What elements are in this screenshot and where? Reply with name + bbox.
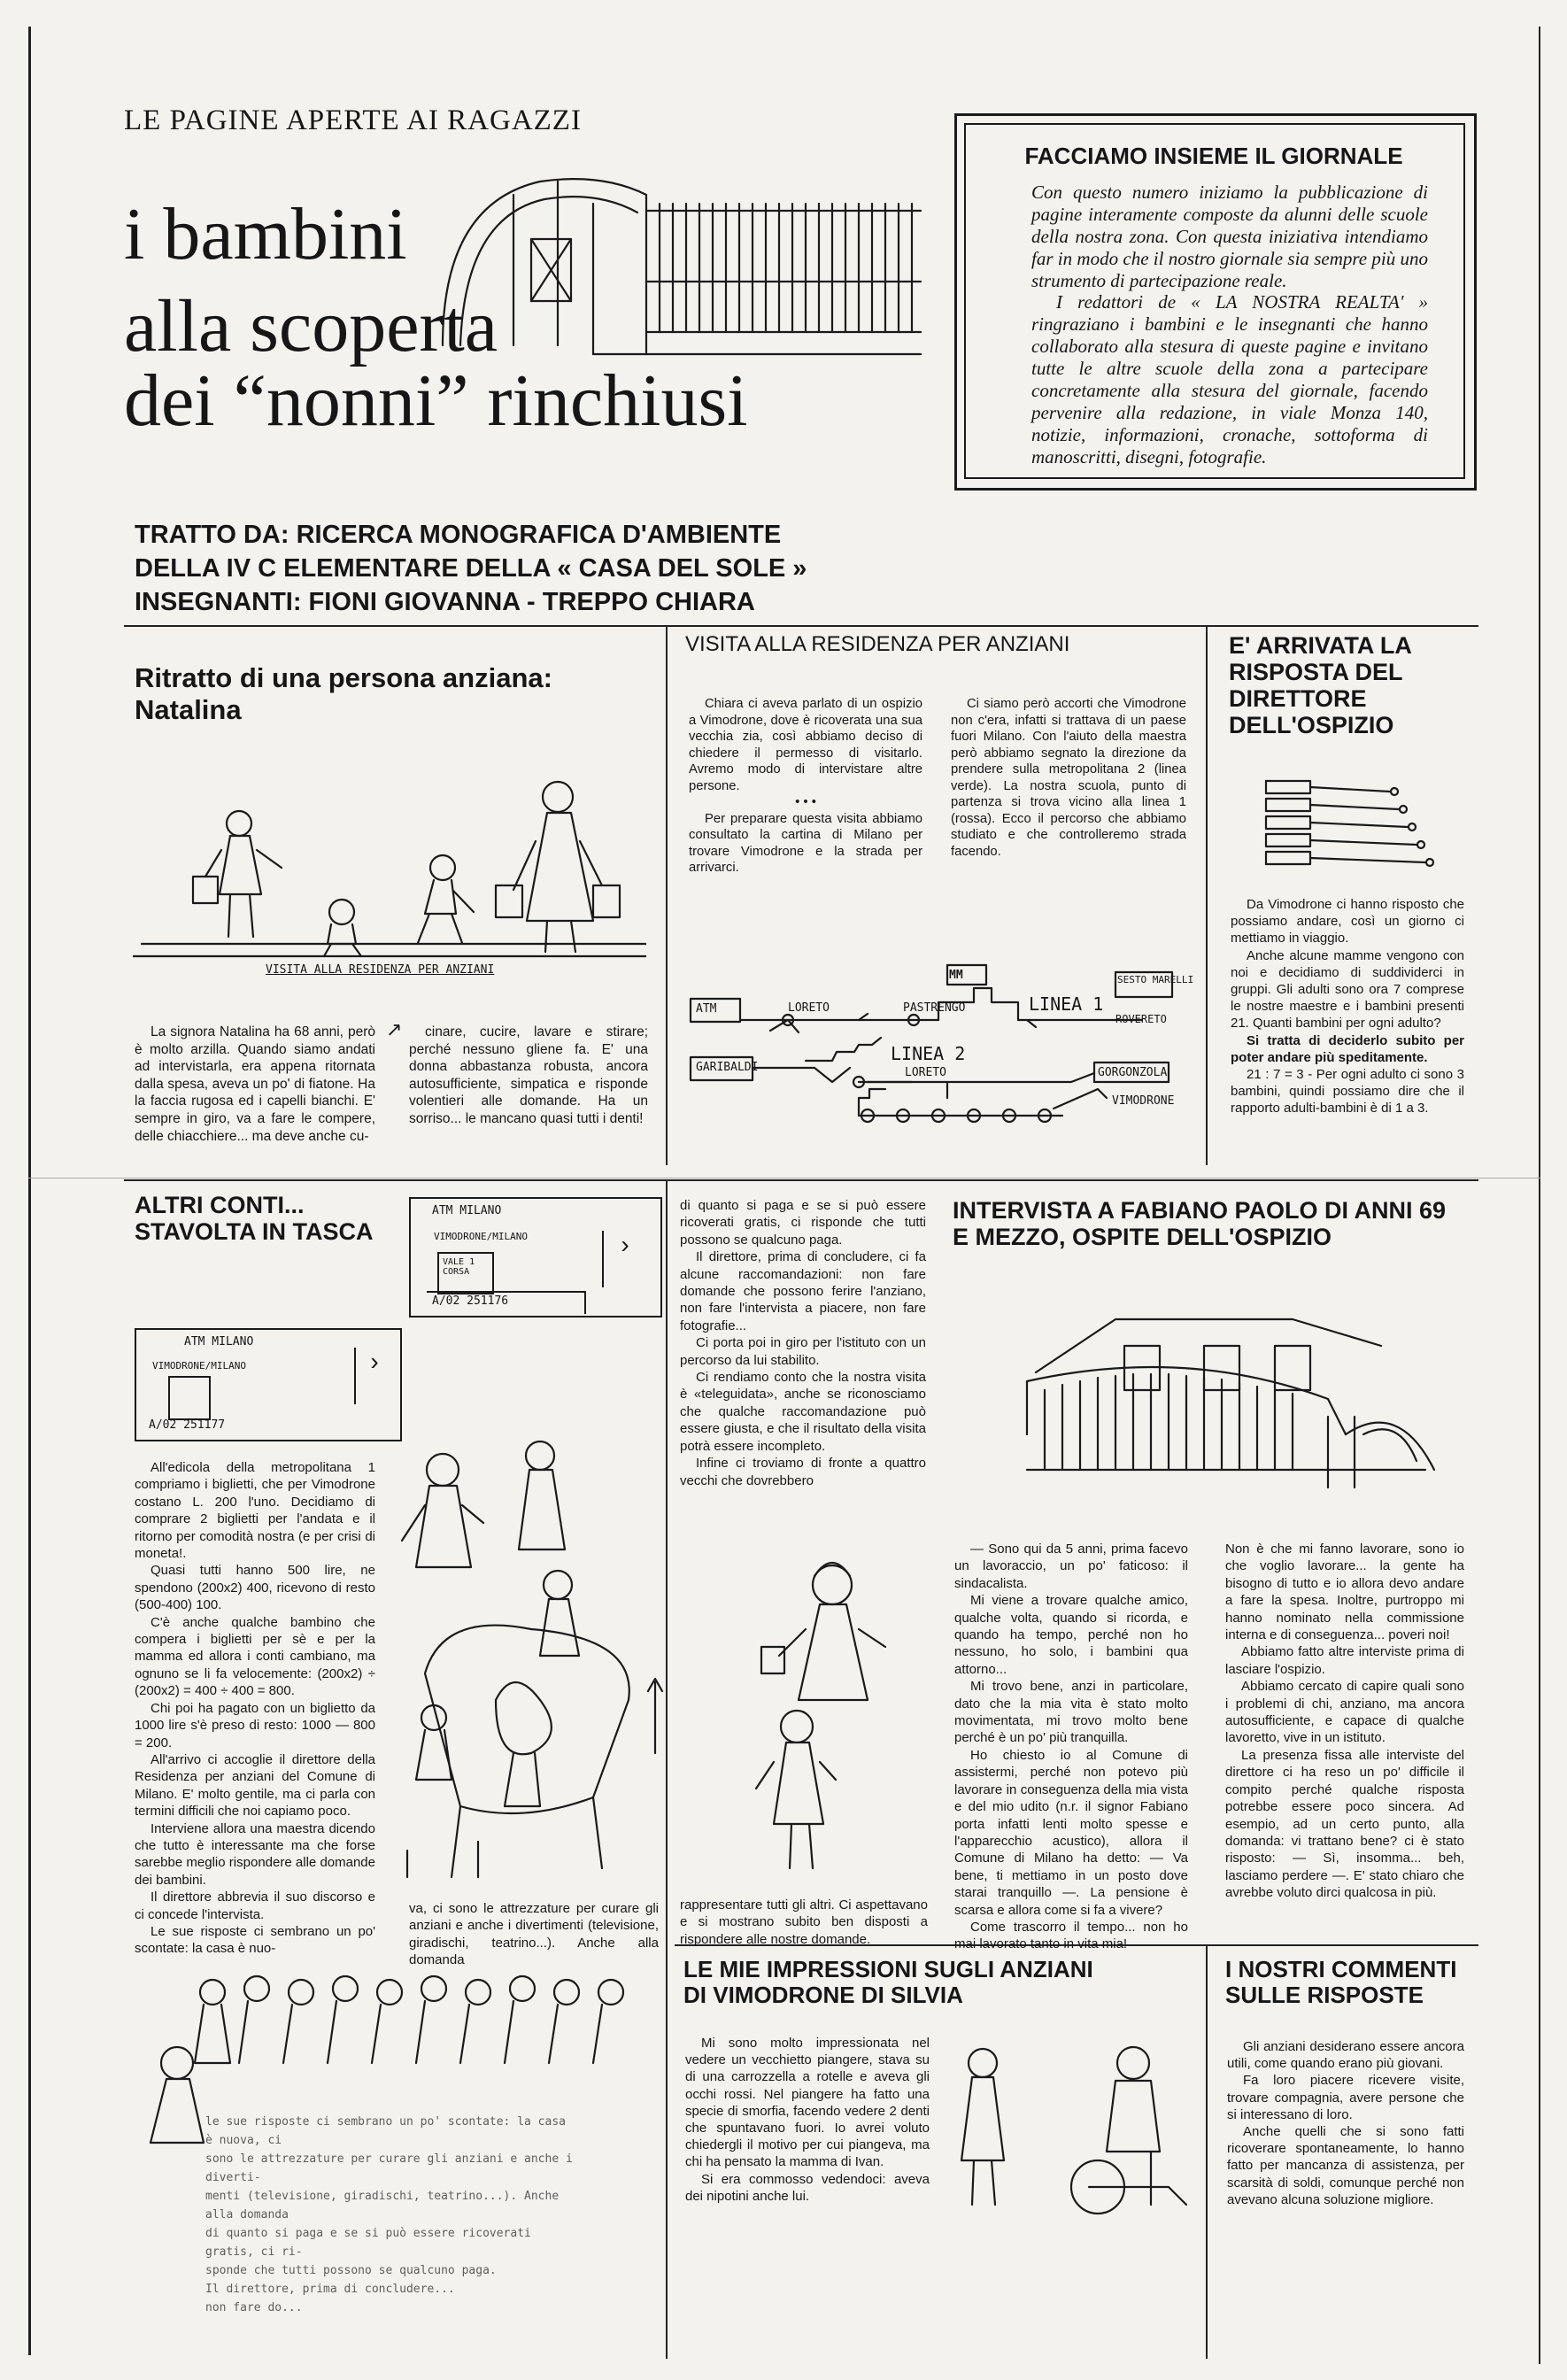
ghost-line-5: sponde che tutti possono se qualcuno paga. bbox=[205, 2264, 497, 2277]
editorial-box bbox=[954, 113, 1477, 491]
conti-p4: Chi poi ha pagato con un biglietto da 1000 lire s'è preso di resto: 1000 — 800 = 200. bbox=[135, 1700, 375, 1750]
conti-col-3-bottom bbox=[680, 1897, 928, 1948]
page-left-edge bbox=[28, 27, 31, 2355]
conti-heading: ALTRI CONTI... STAVOLTA IN TASCA bbox=[135, 1192, 374, 1245]
fabiano-p1: — Sono qui da 5 anni, prima facevo un lavoraccio, un po' faticoso: il sindacalista. bbox=[954, 1542, 1188, 1591]
ticket-drawing-2 bbox=[135, 1328, 402, 1441]
visita-text-2: Ci siamo però accorti che Vimodrone non c'era, infatti si trattava di un paese fuori Milano. Con l'aiuto della maestra però abbiamo segnato la direzione da prendere sulla metropolitana 2 (linea verde). La nostra scuola, punto di partenza si trova vicino alla linea 1 (rossa). Ecco il percorso che abbiamo studiato e che controlleremo strada facendo. bbox=[951, 697, 1186, 859]
credit-line-1: TRATTO DA: RICERCA MONOGRAFICA D'AMBIENTE bbox=[135, 521, 782, 549]
conti-col-2 bbox=[409, 1900, 659, 1969]
conti-p8: Le sue risposte ci sembrano un po' scontate: la casa è nuo- bbox=[135, 1923, 375, 1957]
section-kicker: LE PAGINE APERTE AI RAGAZZI bbox=[124, 104, 582, 136]
arrow-icon: ↗ bbox=[386, 1018, 403, 1040]
ghost-line-4: di quanto si paga e se si può essere ricoverati gratis, ci ri- bbox=[205, 2227, 531, 2259]
fabiano-p2: Mi viene a trovare qualche amico, qualche volta, quando si ricorda, e quando ha tempo, perché non ho nessuno, ho solo, i bambini qua attorno... bbox=[954, 1593, 1188, 1677]
risposta-text bbox=[1231, 896, 1464, 1117]
risposta-heading: E' ARRIVATA LA RISPOSTA DEL DIRETTORE DELL'OSPIZIO bbox=[1229, 632, 1411, 738]
commenti-heading: I NOSTRI COMMENTI SULLE RISPOSTE bbox=[1225, 1956, 1457, 2008]
map-label-pastrengo: PASTRENGO bbox=[903, 1001, 966, 1015]
fabiano-col2-p3: Abbiamo cercato di capire quali sono i problemi di chi, anziano, ma ancora autosufficiente, e capace di qualche lavoretto, vive in un istituto. bbox=[1225, 1679, 1464, 1746]
map-label-gorgonzola: GORGONZOLA bbox=[1098, 1066, 1168, 1079]
visita-col-2 bbox=[951, 696, 1186, 860]
impressioni-p1: Mi sono molto impressionata nel vedere un vecchietto piangere, stava su di una carrozzella a rotelle e aveva gli occhi rossi. Nel piangere ha fatto una specie di smorfia, facendo vedere 2 denti che spuntavano fuori. Io avrei voluto chiedergli il motivo per cui piangeva, ma chi ha pensato la mamma di Ivan. bbox=[685, 2036, 930, 2170]
map-label-linea-1: LINEA 1 bbox=[1029, 993, 1104, 1015]
impressioni-text bbox=[685, 2035, 930, 2205]
map-label-atm: ATM bbox=[696, 1002, 717, 1016]
gate-drawing bbox=[390, 133, 938, 372]
fabiano-p4: Ho chiesto io al Comune di assistermi, perché non potevo più lavorare in conseguenza della mia vista e del mio udito (n.r. il signor Fabiano porta infatti lenti molto spesse e l'apparecchio acustico), allora il Comune di Milano ha detto: — Va bene, ti mettiamo in un posto dove starai tranquillo —. La pensione è scarsa e allora come si fa a vivere? bbox=[954, 1747, 1188, 1918]
map-label-mm: MM bbox=[949, 969, 963, 982]
ghost-line-6: Il direttore, prima di concludere... bbox=[205, 2283, 455, 2296]
risposta-p3: Si tratta di deciderlo subito per poter andare più speditamente. bbox=[1231, 1032, 1464, 1065]
fabiano-col2-p4: La presenza fissa alle interviste del direttore ci ha reso un po' difficile il compito perché qualche risposta potrebbe essere poco sincera. Ad esempio, ad un certo punto, alla domanda: vi trattano bene? ci è stato risposto: — Sì, insomma... beh, lasciamo perdere —. E' stato chiaro che avrebbe voluto dirci qualcosa in più. bbox=[1225, 1747, 1464, 1901]
map-label-vimodrone: VIMODRONE bbox=[1112, 1094, 1175, 1108]
column-rule bbox=[1206, 625, 1208, 1165]
commenti-text bbox=[1227, 2038, 1464, 2208]
column-rule bbox=[666, 625, 668, 1165]
natalina-heading: Ritratto di una persona anziana: Natalina bbox=[135, 662, 552, 725]
ghost-line-1: le sue risposte ci sembrano un po' scontate: la casa è nuova, ci bbox=[205, 2115, 566, 2147]
risposta-p1: Da Vimodrone ci hanno risposto che possiamo andare, così un giorno ci mettiamo in viaggio. bbox=[1231, 897, 1464, 947]
ospizio-building-drawing bbox=[1009, 1293, 1452, 1505]
credit-line-3: INSEGNANTI: FIONI GIOVANNA - TREPPO CHIARA bbox=[135, 588, 755, 616]
section-rule-top bbox=[124, 625, 1478, 627]
conti-col-2-text: va, ci sono le attrezzature per curare gli anziani e anche i divertimenti (televisione, giradischi, teatrino...). Anche alla domanda bbox=[409, 1901, 659, 1968]
fabiano-heading: INTERVISTA A FABIANO PAOLO DI ANNI 69 E MEZZO, OSPITE DELL'OSPIZIO bbox=[953, 1197, 1447, 1250]
fabiano-col-2 bbox=[1225, 1541, 1464, 1902]
risposta-p2: Anche alcune mamme vengono con noi e decidiamo di suddividerci in gruppi. Gli adulti sono ora 7 comprese le nostre maestre e i bambini presenti 21. Quanti bambini per ogni adulto? bbox=[1231, 947, 1464, 1032]
ticket-1-value-box bbox=[437, 1252, 494, 1294]
natalina-col-1 bbox=[135, 1024, 375, 1145]
visita-text-1a: Chiara ci aveva parlato di un ospizio a Vimodrone, dove è ricoverata una sua vecchia zia, così abbiamo deciso di chiedere il permesso di visitarlo. Avremo modo di intervistare altre persone. bbox=[689, 697, 922, 793]
fabiano-col-1 bbox=[954, 1541, 1188, 1953]
map-label-rovereto: ROVERETO bbox=[1115, 1013, 1167, 1025]
conti-col-3 bbox=[680, 1197, 926, 1489]
wheelchair-drawing bbox=[938, 2028, 1204, 2231]
conti-p7: Il direttore abbrevia il suo discorso e ci concede l'intervista. bbox=[135, 1889, 375, 1922]
ticket-2-route: VIMODRONE/MILANO bbox=[152, 1360, 246, 1372]
ghost-line-3: menti (televisione, giradischi, teatrino...). Anche alla domanda bbox=[205, 2190, 560, 2222]
conti-p1: All'edicola della metropolitana 1 compriamo i biglietti, che per Vimodrone costano L. 200 l'uno. Decidiamo di comprare 2 biglietti per l'andata e il ritorno per comodità nostra (e per crisi di moneta!. bbox=[135, 1460, 375, 1562]
ticket-1-number: A/02 251176 bbox=[432, 1294, 509, 1308]
conti-p6: Interviene allora una maestra dicendo che tutto è interessante ma che forse sarebbe meglio rispondere alle domande dei bambini. bbox=[135, 1820, 375, 1888]
visita-heading: VISITA ALLA RESIDENZA PER ANZIANI bbox=[685, 632, 1070, 656]
conti-p5: All'arrivo ci accoglie il direttore della Residenza per anziani del Comune di Milano. E' molto gentile, ma ci parla con termini difficili che noi capiamo poco. bbox=[135, 1751, 375, 1820]
commenti-p2: Fa loro piacere ricevere visite, trovare compagnia, avere persone che si interessano di loro. bbox=[1227, 2073, 1464, 2122]
risposta-p4: 21 : 7 = 3 - Per ogni adulto ci sono 3 bambini, quindi possiamo dire che il rapporto adulti-bambini è di 1 a 3. bbox=[1231, 1067, 1464, 1117]
ticket-1-route: VIMODRONE/MILANO bbox=[434, 1231, 528, 1242]
ticket-2-number: A/02 251177 bbox=[149, 1418, 226, 1432]
ticket-drawing-1 bbox=[409, 1197, 662, 1318]
conti-col-3-bottom-text: rappresentare tutti gli altri. Ci aspettavano e si mostrano subito ben disposti a rispondere alle nostre domande. bbox=[680, 1897, 928, 1947]
fabiano-col2-p2: Abbiamo fatto altre interviste prima di lasciare l'ospizio. bbox=[1225, 1644, 1464, 1677]
conti-col3-p2: Il direttore, prima di concludere, ci fa alcune raccomandazioni: non fare domande che possono ferire l'anziano, non fare l'intervista a piacere, non fare fotografie... bbox=[680, 1249, 926, 1333]
conti-col3-p3: Ci porta poi in giro per l'istituto con un percorso da lui stabilito. bbox=[680, 1335, 926, 1368]
elders-drawing bbox=[744, 1549, 938, 1886]
commenti-p1: Gli anziani desiderano essere ancora utili, come quando erano più giovani. bbox=[1227, 2039, 1464, 2072]
natalina-text-2: cinare, cucire, lavare e stirare; perché nessuno gliene fa. E' una donna abbastanza robusta, ancora autosufficiente, simpatica e risponde volentieri alle domande. Ha un sorriso... le mancano quasi tutti i denti! bbox=[409, 1024, 648, 1126]
chevron-right-icon: › bbox=[354, 1348, 393, 1404]
map-label-loreto-2: LORETO bbox=[905, 1066, 946, 1079]
conti-col3-p5: Infine ci troviamo di fronte a quattro vecchi che dovrebbero bbox=[680, 1456, 926, 1488]
ghost-line-2: sono le attrezzature per curare gli anziani e anche i diverti- bbox=[205, 2152, 573, 2184]
visita-dots: • • • bbox=[795, 795, 816, 809]
ticket-1-valid: VALE 1 CORSA bbox=[443, 1257, 475, 1277]
map-label-sesto: SESTO MARELLI bbox=[1117, 974, 1194, 985]
ghost-line-7: non fare do... bbox=[205, 2301, 303, 2314]
fabiano-col2-p1: Non è che mi fanno lavorare, sono io che voglio lavorare... la gente ha bisogno di tutto e io allora devo andare a fare la spesa. Inoltre, purtroppo mi hanno nominato nella commissione interna e di conseguenza... poveri noi! bbox=[1225, 1542, 1464, 1643]
natalina-text-1: La signora Natalina ha 68 anni, però è molto arzilla. Quando siamo andati ad intervistarla, era appena ritornata dalla spesa, aveva un po' di fiatone. Ha la faccia rugosa ed i capelli bianchi. E' sempre in giro, va a fare le compere, delle chiacchiere... ma deve anche cu- bbox=[135, 1024, 375, 1144]
visita-col-1 bbox=[689, 696, 922, 877]
chevron-right-icon: › bbox=[602, 1231, 646, 1287]
fabiano-p3: Mi trovo bene, anzi in particolare, dato che la mia vita è stato molto movimentata, mi trovo molto bene perché è un po' più tranquilla. bbox=[954, 1679, 1188, 1746]
commenti-p3: Anche quelli che si sono fatti ricoverare spontaneamente, lo hanno fatto per mancanza di assistenza, per scarsità di soldi, comunque perché non avevano alcuna soluzione migliore. bbox=[1227, 2124, 1464, 2207]
section-rule-middle bbox=[124, 1179, 1478, 1181]
impressioni-p2: Si era commosso vedendoci: aveva dei nipotini anche lui. bbox=[685, 2171, 930, 2204]
headline-line-3: dei “nonni” rinchiusi bbox=[124, 359, 748, 442]
fabiano-p5: Come trascorro il tempo... non ho mai lavorato tanto in vita mia! bbox=[954, 1919, 1188, 1952]
ticket-1-top: ATM MILANO bbox=[432, 1204, 502, 1217]
map-label-linea-2: LINEA 2 bbox=[891, 1043, 966, 1064]
credit-line-2: DELLA IV C ELEMENTARE DELLA « CASA DEL SOLE » bbox=[135, 554, 807, 583]
drawing-caption: VISITA ALLA RESIDENZA PER ANZIANI bbox=[266, 963, 495, 977]
editorial-box-paragraph-1: Con questo numero iniziamo la pubblicazione di pagine interamente composte da alunni delle scuole della nostra zona. Con questa iniziativa intendiamo far in modo che il nostro giornale sia sempre più uno strumento di partecipazione reale. bbox=[1031, 182, 1428, 291]
conti-col3-p1: di quanto si paga e se si può essere ricoverati gratis, ci risponde che tutti possono se qualcuno paga. bbox=[680, 1198, 926, 1248]
map-label-garibaldi: GARIBALDI bbox=[696, 1061, 759, 1074]
reversed-ghost-text bbox=[205, 2113, 577, 2317]
headline-line-1: i bambini bbox=[124, 193, 407, 275]
ticket-2-top: ATM MILANO bbox=[184, 1335, 254, 1348]
visita-text-1b: Per preparare questa visita abbiamo consultato la cartina di Milano per trovare Vimodrone e la strada per arrivarci. bbox=[689, 811, 922, 875]
natalina-col-2 bbox=[409, 1024, 648, 1128]
conti-p2: Quasi tutti hanno 500 lire, ne spendono (200x2) 400, ricevono di resto (500-400) 100. bbox=[135, 1563, 375, 1613]
map-label-loreto: LORETO bbox=[788, 1001, 830, 1015]
headline-line-2: alla scoperta bbox=[124, 285, 498, 367]
editorial-box-paragraph-2: I redattori de « LA NOSTRA REALTA' » ringraziano i bambini e le insegnanti che hanno collaborato alla stesura di queste pagine e invitano tutte le altre scuole della zona a partecipare concretamente alla stesura del giornale, facendo pervenire alla redazione, in viale Monza 140, notizie, informazioni, cronache, sottoforma di manoscritti, disegni, fotografie. bbox=[1031, 291, 1428, 468]
conti-col-1 bbox=[135, 1459, 375, 1958]
page-right-edge bbox=[1539, 27, 1540, 2364]
conti-col3-p4: Ci rendiamo conto che la nostra visita è «teleguidata», anche se riconosciamo che qualche raccomandazione può essere giusta, e che il risultato della visita potrà essere incompleto. bbox=[680, 1370, 926, 1454]
impressioni-heading: LE MIE IMPRESSIONI SUGLI ANZIANI DI VIMODRONE DI SILVIA bbox=[683, 1956, 1093, 2008]
groups-diagram bbox=[1257, 776, 1443, 873]
visit-table-drawing bbox=[390, 1434, 673, 1895]
column-rule bbox=[1206, 1944, 1208, 2359]
conti-p3: C'è anche qualche bambino che compera i biglietti per sè e per la mamma ed allora i conti cambiano, ma ognuno se li fa velocemente: (200x2) ÷ (200x2) = 400 ÷ 400 = 800. bbox=[135, 1614, 375, 1699]
children-walking-drawing bbox=[133, 779, 646, 974]
editorial-box-title: FACCIAMO INSIEME IL GIORNALE bbox=[1024, 143, 1403, 169]
